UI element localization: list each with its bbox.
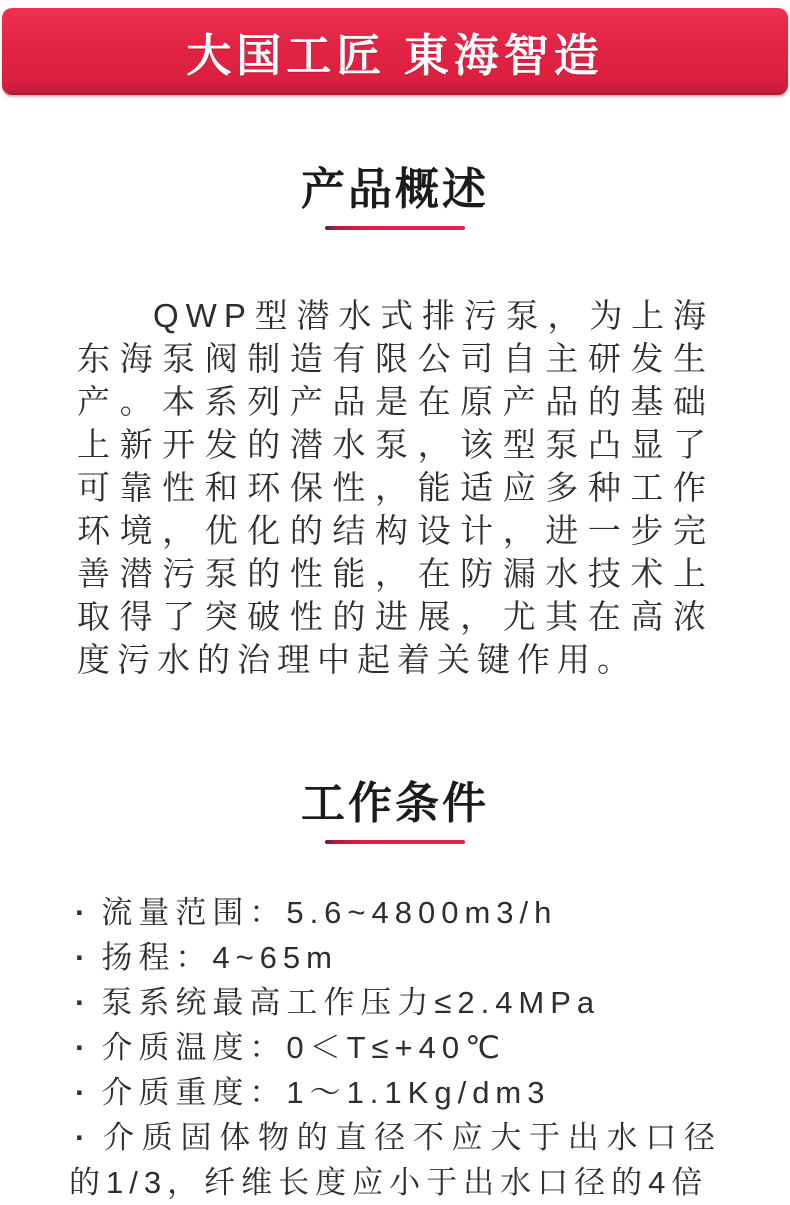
bullet-dot: · [75, 985, 92, 1020]
overview-paragraph: QWP型潜水式排污泵，为上海东海泵阀制造有限公司自主研发生产。本系列产品是在原产品的基础上新开发的潜水泵，该型泵凸显了可靠性和环保性，能适应多种工作环境，优化的结构设计，进一步完善潜污泵的性能，在防漏水技术上取得了突破性的进展，尤其在高浓度污水的治理中起着关键作用。 [77, 297, 713, 678]
list-item-text: 流量范围：5.6~4800m3/h [101, 895, 558, 930]
top-banner [2, 8, 788, 95]
bullet-dot: · [75, 1030, 92, 1065]
overview-title: 产品概述 [301, 165, 489, 214]
overview-title-underline [325, 226, 465, 230]
bullet-dot: · [75, 895, 92, 930]
working-conditions-title: 工作条件 [301, 779, 489, 828]
working-conditions-section [0, 779, 790, 1205]
overview-heading [0, 165, 790, 230]
list-item-text: 介质温度：0＜T≤+40℃ [101, 1030, 506, 1065]
list-item-text: 介质重度：1～1.1Kg/dm3 [101, 1075, 551, 1110]
list-item-max-pressure [69, 980, 721, 1025]
working-conditions-title-underline [325, 840, 465, 844]
bullet-dot: · [75, 940, 92, 975]
list-item-solids-size [69, 1115, 721, 1205]
banner-title: 大国工匠 東海智造 [186, 30, 604, 81]
list-item-text: 介质固体物的直径不应大于出水口径的1/3，纤维长度应小于出水口径的4倍 [69, 1120, 721, 1200]
list-item-text: 泵系统最高工作压力≤2.4MPa [101, 985, 601, 1020]
working-conditions-heading [0, 779, 790, 844]
list-item-medium-temperature [69, 1025, 721, 1070]
list-item-head [69, 935, 721, 980]
list-item-text: 扬程：4~65m [101, 940, 338, 975]
bullet-dot: · [75, 1075, 92, 1110]
conditions-list [69, 890, 721, 1205]
overview-section [0, 165, 790, 681]
bullet-dot: · [75, 1120, 92, 1155]
list-item-medium-density [69, 1070, 721, 1115]
list-item-flow-range [69, 890, 721, 935]
